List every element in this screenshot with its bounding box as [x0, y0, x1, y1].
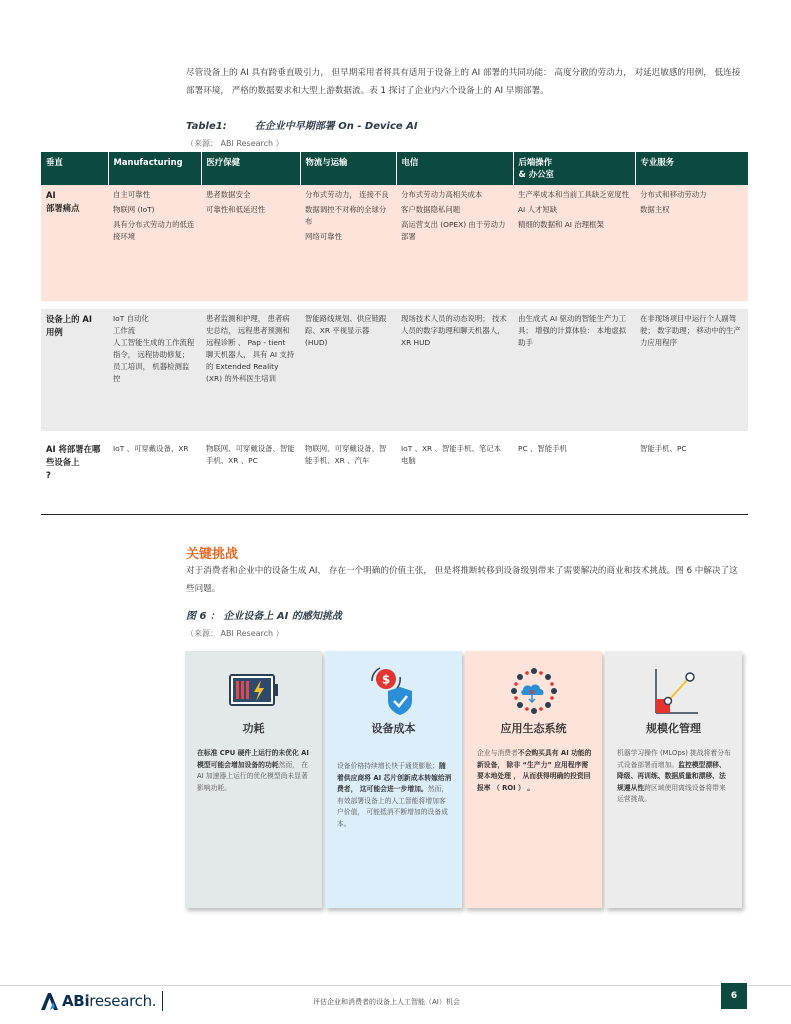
- table-cell: [513, 435, 635, 515]
- card-body-part: 机器学习操作 (MLOps) 挑战将着分布式设备部署而增加。: [617, 749, 731, 769]
- table-cell-line: 高运营支出 (OPEX) 由于劳动力部署: [401, 220, 506, 241]
- card-body-part: 不会购买具有 AI 功能的新设备， 除非 “生产力” 应用程序需要本地处理 ， 从而获得明确的投资回报率 （ ROI ） 。: [477, 749, 592, 792]
- card-body-part: 监控模型漂移、降级、再训练、数据质量和漂移、法规遵从性: [617, 760, 726, 792]
- table-header-cell: 专业服务: [635, 152, 748, 185]
- table-cell-line: 分布式和移动劳动力: [640, 190, 707, 199]
- card-body-part: 设备价格持续增长快于通货膨胀；: [337, 762, 439, 770]
- table-cell-line: 由生成式 AI 驱动的智能生产力工具； 增强的计算体验： 本地虚拟助手: [518, 314, 627, 347]
- table-cell-line: 物联网 (IoT): [113, 205, 155, 214]
- card-body-part: 在标准 CPU 硬件上运行的未优化 AI 模型可能会增加设备的功耗: [197, 749, 309, 769]
- challenge-card-app-ecosystem: [465, 651, 602, 908]
- table-name: 在企业中早期部署 On - Device AI: [254, 121, 418, 132]
- card-body: [617, 748, 732, 806]
- table-cell: [635, 435, 748, 515]
- svg-text:AI: AI: [528, 690, 535, 696]
- logo-wordmark-bold: ABi: [62, 992, 90, 1010]
- card-body-part: 然而， 有效部署设备上的人工智能将增加客户价值， 可能抵消不断增加的设备成本。: [337, 785, 449, 828]
- table-cell: [635, 185, 748, 305]
- table-cell-line: 智能手机、PC: [640, 444, 687, 453]
- challenge-card-power: [185, 651, 322, 908]
- table-header-cell: Manufacturing: [108, 152, 201, 185]
- table-cell-line: 数据主权: [640, 205, 670, 214]
- table-cell-line: 分布式劳动力高相关成本: [401, 190, 483, 199]
- battery-icon: [185, 665, 322, 719]
- figure-source: （来源： ABI Research ）: [186, 629, 284, 638]
- logo-separator: [162, 991, 163, 1011]
- table-cell: [396, 185, 513, 305]
- card-title: 设备成本: [371, 722, 416, 735]
- table-cell-line: 患者数据安全: [206, 190, 251, 199]
- table-cell: [513, 305, 635, 435]
- table-cell-line: 智能路线规划、供应链跟踪、XR 平视显示器 (HUD): [305, 314, 387, 347]
- table-header-cell: 医疗保健: [201, 152, 300, 185]
- logo-mark-icon: [40, 991, 60, 1011]
- table-cell: [108, 185, 201, 305]
- table-cell: [108, 435, 201, 515]
- page-number: 6: [721, 983, 747, 1009]
- table-cell-line: 具有分布式劳动力的低连接环境: [113, 220, 195, 241]
- table-header-cell: 电信: [396, 152, 513, 185]
- table-cell-line: 现场技术人员的动态说明； 技术人员的数字助理和聊天机器人， XR HUD: [401, 314, 507, 347]
- section-heading: 关键挑战: [186, 547, 239, 562]
- intro-paragraph: 尽管设备上的 AI 具有跨垂直吸引力， 但早期采用者将具有适用于设备上的 AI 部署的共同功能： 高度分散的劳动力， 对延迟敏感的用例， 低连接部署环境， 严格的数据要求和大型上游数据流。表 1 探讨了企业内六个设备上的 AI 早期部署。: [186, 68, 741, 96]
- card-body-part: 企业与消费者: [477, 749, 518, 757]
- abi-research-logo: [40, 990, 163, 1012]
- table-cell-line: 网络可靠性: [305, 232, 342, 241]
- table-cell: [201, 185, 300, 305]
- table-cell: [635, 305, 748, 435]
- table-cell-line: AI 人才短缺: [518, 205, 558, 214]
- card-body: [197, 748, 312, 794]
- table-cell-line: 生产率成本和当前工具缺乏宽度性: [518, 190, 629, 199]
- challenge-card-device-cost: [325, 651, 462, 908]
- table-cell: [201, 435, 300, 515]
- section-body: 对于消费者和企业中的设备生成 AI， 存在一个明确的价值主张， 但是将推断转移到设备级别带来了需要解决的商业和技术挑战。图 6 中解决了这些问题。: [186, 566, 738, 594]
- table-source: （来源： ABI Research ）: [186, 139, 284, 148]
- table-row-header: 设备上的 AI 用例: [41, 305, 108, 435]
- table-cell: [300, 185, 396, 305]
- table-row: [41, 435, 748, 515]
- svg-text:$: $: [381, 672, 390, 687]
- table-cell-line: 患者监测和护理， 患者病史总结， 远程患者预测和远程诊断 、 Pap - tient 聊天机器人， 具有 AI 支持的 Extended Reality (XR) 的外科医生培训: [206, 314, 295, 383]
- table-cell-line: 数据调控不对称的全球分布: [305, 205, 387, 226]
- table-cell: [396, 305, 513, 435]
- table-cell-line: 物联网、可穿戴设备、智能手机、XR 、汽车: [305, 444, 387, 465]
- table-cell: [300, 305, 396, 435]
- card-body: [477, 748, 592, 794]
- table-cell-line: IoT 自动化 工作流 人工智能生成的工作流程指令， 远程协助修复； 员工培训， 机器检测监控: [113, 314, 195, 383]
- footer-divider: [0, 985, 791, 986]
- table-header-cell: 后端操作 & 办公室: [513, 152, 635, 185]
- table-title: [186, 117, 418, 132]
- table-cell-line: 在非现场项目中运行个人副驾驶； 数字助理； 移动中的生产力应用程序: [640, 314, 741, 347]
- card-title: 规模化管理: [646, 722, 701, 735]
- card-body-part: 然而， 在 AI 加速器上运行的优化模型尚未显著影响功耗。: [197, 760, 308, 792]
- card-title: 功耗: [242, 722, 265, 735]
- table-cell-line: 物联网、可穿戴设备、智能手机、XR 、PC: [206, 444, 295, 465]
- table-row-header: AI 将部署在哪些设备上 ?: [41, 435, 108, 515]
- card-body: [337, 761, 452, 830]
- challenge-card-scale-management: [605, 651, 742, 908]
- table-cell-line: 自主可靠性: [113, 190, 150, 199]
- table-cell-line: 客户数据隐私问题: [401, 205, 461, 214]
- table-cell-line: 可靠性和低延迟性: [206, 205, 266, 214]
- table-row: [41, 305, 748, 435]
- table-row: [41, 185, 748, 305]
- table-row-header: AI 部署痛点: [41, 185, 108, 305]
- table-cell: [201, 305, 300, 435]
- table-cell: [396, 435, 513, 515]
- scale-chart-icon: [605, 665, 742, 719]
- table-cell-line: 精细的数据和 AI 治理框架: [518, 220, 604, 229]
- deployment-table: [41, 152, 748, 515]
- table-cell: [513, 185, 635, 305]
- table-header-row: [41, 152, 748, 185]
- table-cell-line: IoT 、XR 、智能手机、笔记本电脑: [401, 444, 502, 465]
- table-cell: [300, 435, 396, 515]
- table-cell-line: IoT 、可穿戴设备、XR: [113, 444, 189, 453]
- card-body-part: 随着供应商将 AI 芯片创新成本转嫁给消费者， 这可能会进一步增加。: [337, 762, 452, 793]
- table-header-cell: 垂直: [41, 152, 108, 185]
- cost-shield-icon: [325, 665, 462, 719]
- table-cell-line: 分布式劳动力， 连接不良: [305, 190, 389, 199]
- logo-wordmark: [62, 992, 156, 1010]
- card-body-part: 跨区域使用离线设备将带来运营挑战。: [617, 783, 726, 803]
- cloud-network-icon: [465, 665, 602, 719]
- footer-title: 评估企业和消费者的设备上人工智能（AI）机会: [313, 998, 460, 1006]
- figure-title: 图 6 ： 企业设备上 AI 的感知挑战: [186, 611, 342, 622]
- card-title: 应用生态系统: [500, 722, 567, 735]
- table-header-cell: 物流与运输: [300, 152, 396, 185]
- logo-wordmark-light: research.: [89, 992, 157, 1010]
- table-label: Table1:: [186, 121, 227, 132]
- table-cell-line: PC 、智能手机: [518, 444, 567, 453]
- table-cell: [108, 305, 201, 435]
